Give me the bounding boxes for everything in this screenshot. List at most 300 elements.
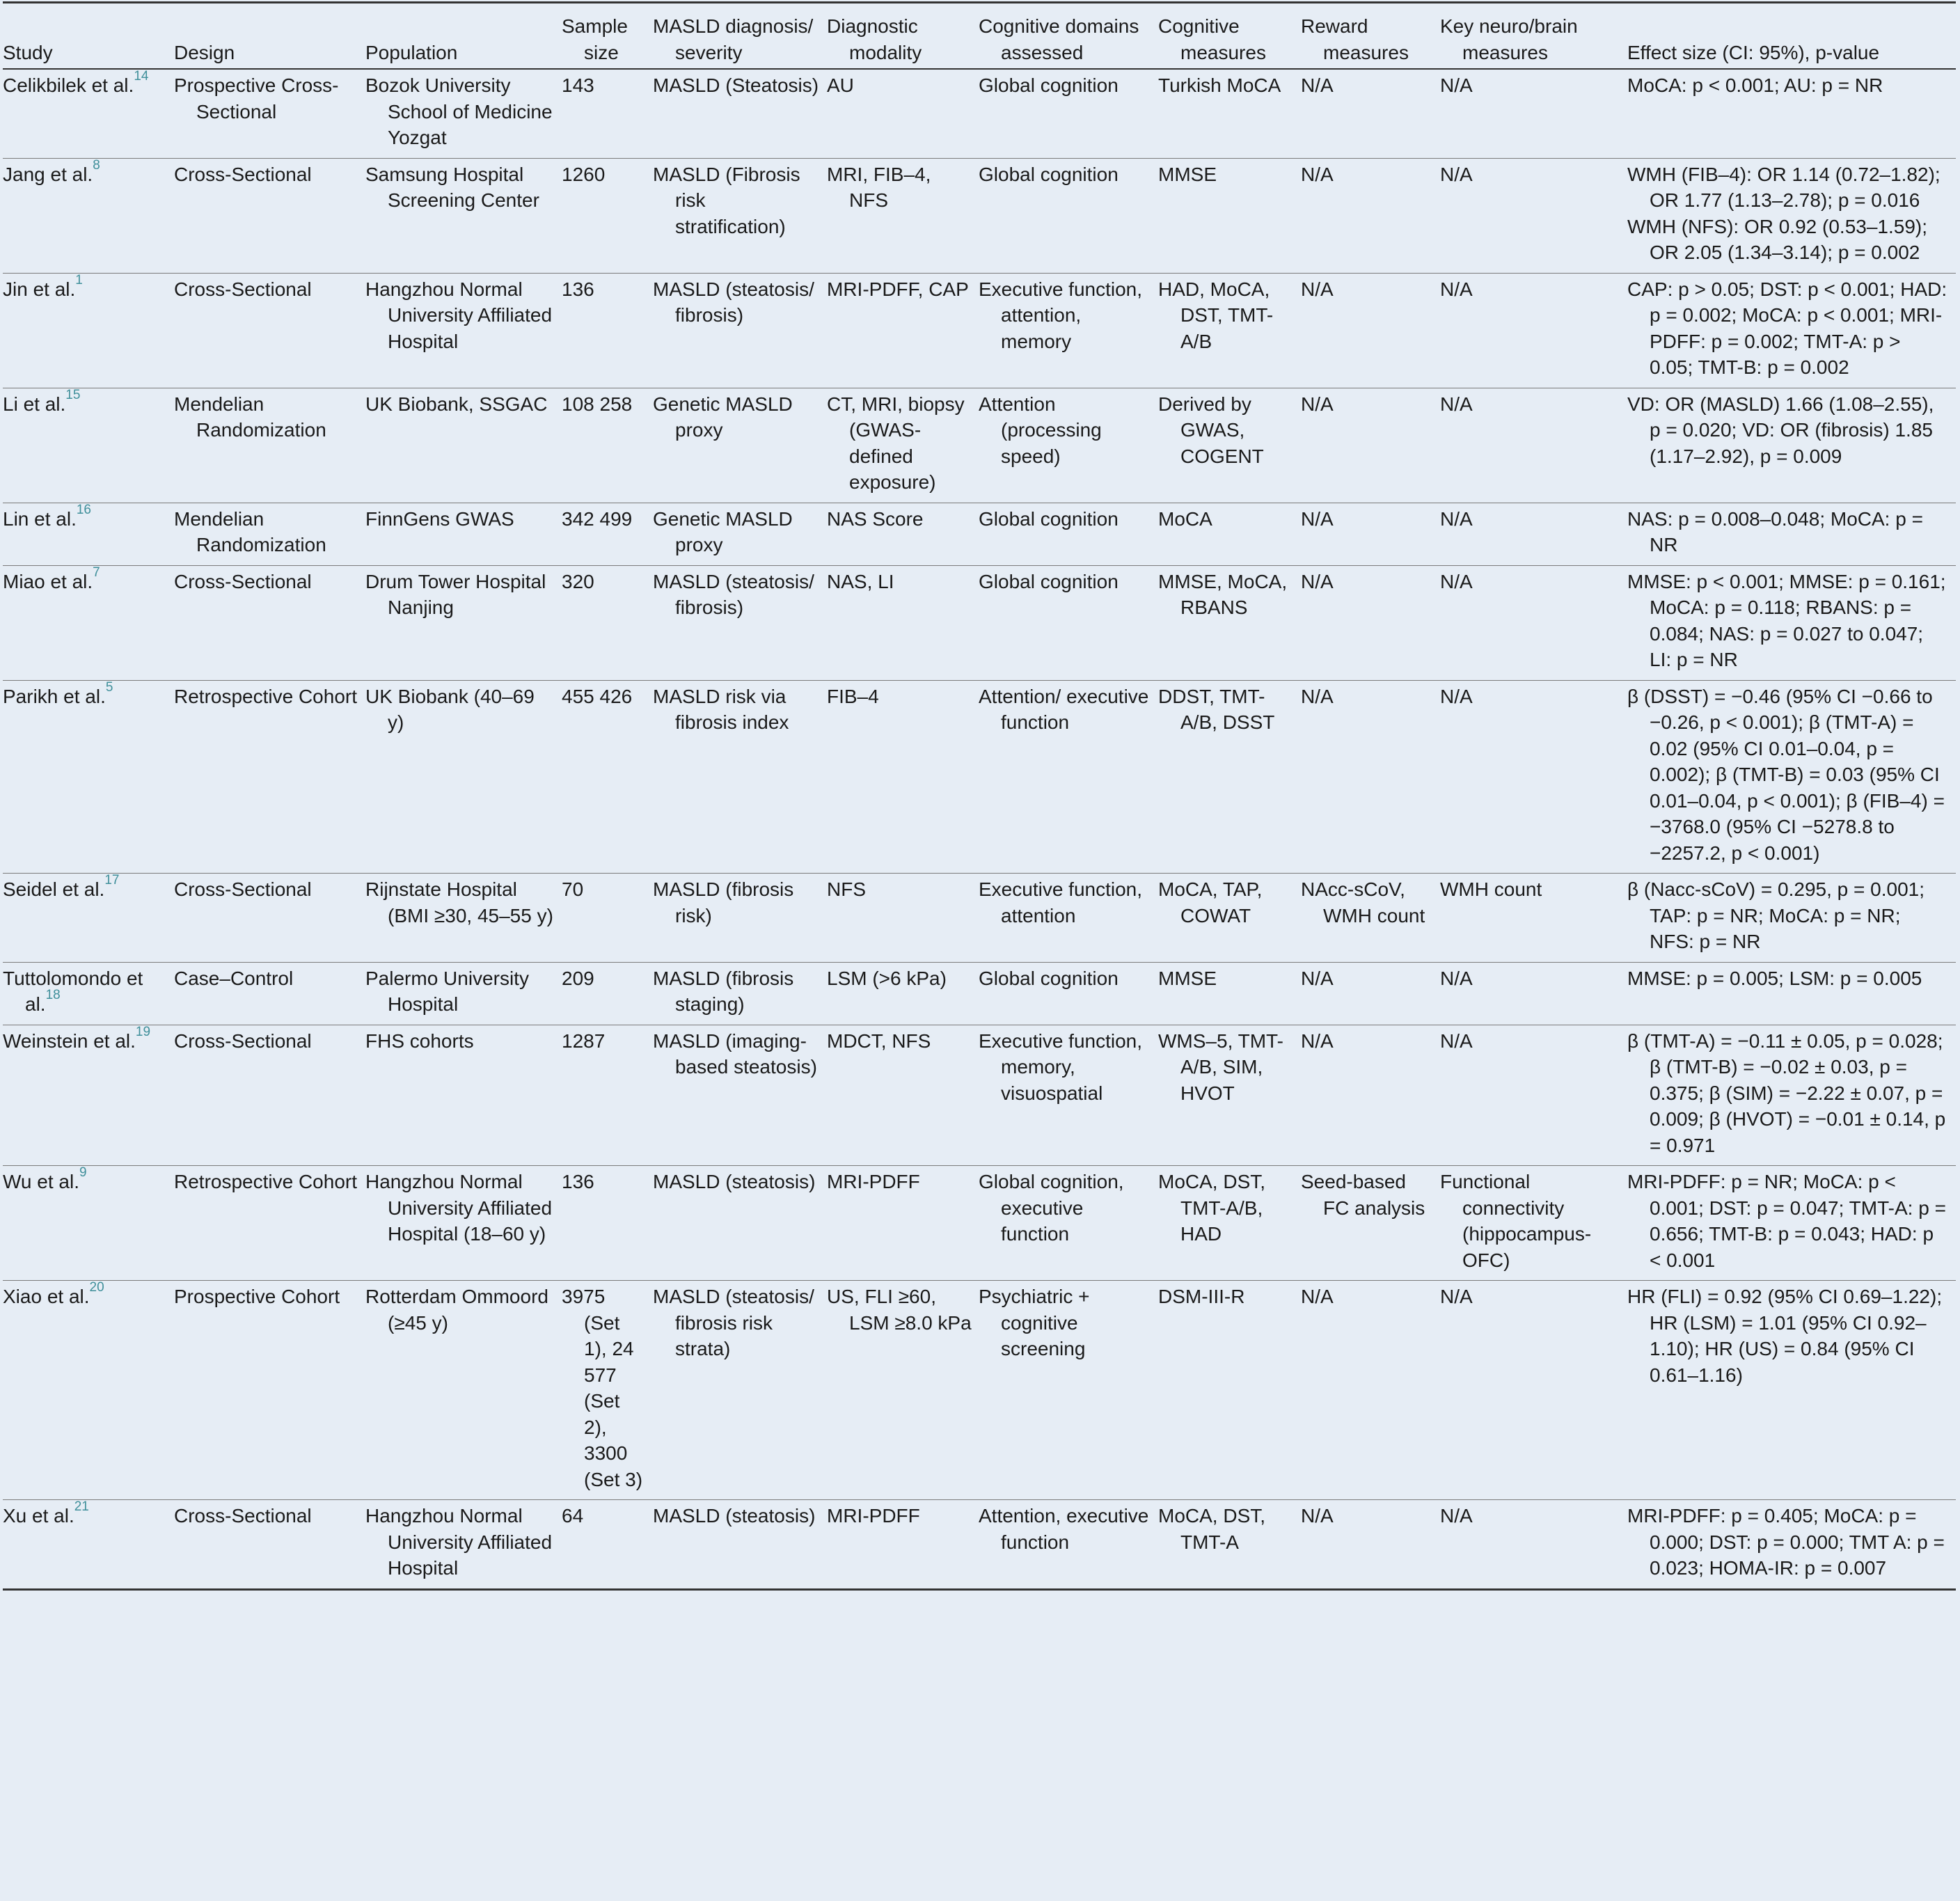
table-row <box>3 503 1956 565</box>
cell-modality-text: MRI-PDFF <box>827 1505 920 1527</box>
cell-measures <box>1158 1500 1301 1590</box>
cell-population-text: Palermo University Hospital <box>365 967 529 1015</box>
cell-measures <box>1158 273 1301 388</box>
cell-design <box>174 962 365 1025</box>
cell-study <box>3 273 174 388</box>
study-name: Miao et al. <box>3 570 93 592</box>
cell-population <box>365 388 562 503</box>
cell-population-text: Rijnstate Hospital (BMI ≥30, 45–55 y) <box>365 878 553 926</box>
cell-design <box>174 1166 365 1281</box>
cell-population-text: Hangzhou Normal University Affiliated Hospital <box>365 278 553 352</box>
cell-measures-text: MoCA, TAP, COWAT <box>1158 878 1263 926</box>
cell-domains <box>979 874 1158 963</box>
cell-diagnosis-text: MASLD (Fibrosis risk stratification) <box>653 163 800 237</box>
cell-diagnosis <box>653 1500 827 1590</box>
reference-link[interactable]: 17 <box>104 873 120 888</box>
cell-neuro-text: Functional connectivity (hippocampus-OFC) <box>1440 1171 1592 1271</box>
cell-population <box>365 273 562 388</box>
study-name: Jang et al. <box>3 163 93 185</box>
table-row <box>3 1025 1956 1166</box>
cell-reward <box>1301 1025 1440 1166</box>
cell-effect-size <box>1627 874 1956 963</box>
cell-reward-text: N/A <box>1301 570 1334 592</box>
cell-reward <box>1301 388 1440 503</box>
cell-effect-size <box>1627 962 1956 1025</box>
cell-domains-text: Attention/ executive function <box>979 685 1149 733</box>
cell-diagnosis-text: MASLD (steatosis/ fibrosis) <box>653 570 814 618</box>
cell-measures-text: MoCA, DST, TMT-A <box>1158 1505 1266 1553</box>
cell-measures <box>1158 158 1301 273</box>
study-name: Wu et al. <box>3 1171 79 1192</box>
cell-sample-size-text: 209 <box>562 967 594 989</box>
cell-measures <box>1158 565 1301 680</box>
cell-reward <box>1301 565 1440 680</box>
cell-design-text: Cross-Sectional <box>174 570 312 592</box>
effect-size-text: MMSE: p < 0.001; MMSE: p = 0.161; MoCA: p = 0.118; RBANS: p = 0.084; NAS: p = 0.027 to 0.047; LI: p = NR <box>1627 570 1946 670</box>
table-row <box>3 273 1956 388</box>
cell-diagnosis <box>653 1281 827 1500</box>
cell-study <box>3 1166 174 1281</box>
cell-modality <box>827 388 979 503</box>
cell-domains <box>979 158 1158 273</box>
cell-population-text: FHS cohorts <box>365 1030 474 1052</box>
cell-reward-text: N/A <box>1301 967 1334 989</box>
effect-size-text: HR (FLI) = 0.92 (95% CI 0.69–1.22); HR (LSM) = 1.01 (95% CI 0.92–1.10); HR (US) = 0.84 (95% CI 0.61–1.16) <box>1627 1286 1943 1386</box>
header-reward-measures: Reward measures <box>1301 15 1409 63</box>
cell-neuro-text: N/A <box>1440 74 1473 96</box>
cell-measures <box>1158 69 1301 158</box>
cell-domains-text: Global cognition <box>979 570 1119 592</box>
cell-neuro <box>1440 273 1627 388</box>
cell-neuro-text: N/A <box>1440 570 1473 592</box>
cell-measures <box>1158 503 1301 565</box>
cell-population <box>365 680 562 874</box>
cell-diagnosis-text: MASLD (imaging-based steatosis) <box>653 1030 817 1078</box>
cell-modality <box>827 1281 979 1500</box>
cell-domains <box>979 69 1158 158</box>
cell-domains <box>979 273 1158 388</box>
cell-population <box>365 503 562 565</box>
cell-modality <box>827 1025 979 1166</box>
cell-population <box>365 1281 562 1500</box>
cell-measures <box>1158 1166 1301 1281</box>
cell-study <box>3 158 174 273</box>
cell-measures <box>1158 1025 1301 1166</box>
cell-modality <box>827 503 979 565</box>
cell-measures-text: WMS–5, TMT-A/B, SIM, HVOT <box>1158 1030 1283 1104</box>
cell-measures <box>1158 874 1301 963</box>
cell-design-text: Mendelian Randomization <box>174 393 326 441</box>
cell-study <box>3 1500 174 1590</box>
header-study: Study <box>3 41 53 63</box>
cell-reward-text: N/A <box>1301 278 1334 300</box>
effect-size-text: MRI-PDFF: p = 0.405; MoCA: p = 0.000; DST: p = 0.000; TMT A: p = 0.023; HOMA-IR: p = 0.007 <box>1627 1505 1945 1579</box>
cell-design <box>174 158 365 273</box>
cell-diagnosis <box>653 680 827 874</box>
cell-measures-text: MMSE <box>1158 163 1217 185</box>
header-effect-size: Effect size (CI: 95%), p-value <box>1627 41 1880 63</box>
cell-neuro-text: N/A <box>1440 393 1473 415</box>
effect-size-text: NAS: p = 0.008–0.048; MoCA: p = NR <box>1627 507 1923 555</box>
cell-design <box>174 503 365 565</box>
cell-sample-size <box>562 1025 653 1166</box>
cell-population <box>365 565 562 680</box>
cell-study <box>3 680 174 874</box>
cell-modality-text: LSM (>6 kPa) <box>827 967 947 989</box>
cell-sample-size-text: 136 <box>562 1171 594 1192</box>
cell-population <box>365 158 562 273</box>
effect-size-text: MoCA: p < 0.001; AU: p = NR <box>1627 74 1883 96</box>
cell-design <box>174 1025 365 1166</box>
cell-reward-text: Seed-based FC analysis <box>1301 1171 1425 1219</box>
effect-size-text: WMH (NFS): OR 0.92 (0.53–1.59); OR 2.05 (1.34–3.14); p = 0.002 <box>1627 215 1928 263</box>
cell-neuro <box>1440 1500 1627 1590</box>
cell-population <box>365 1166 562 1281</box>
cell-effect-size <box>1627 1025 1956 1166</box>
cell-domains-text: Executive function, memory, visuospatial <box>979 1030 1143 1104</box>
table-row <box>3 680 1956 874</box>
cell-neuro-text: N/A <box>1440 1030 1473 1052</box>
reference-link[interactable]: 9 <box>79 1165 87 1180</box>
reference-link[interactable]: 16 <box>76 502 91 517</box>
cell-modality-text: MRI-PDFF, CAP <box>827 278 969 300</box>
header-diagnostic-modality: Diagnostic modality <box>827 15 922 63</box>
cell-modality <box>827 565 979 680</box>
cell-study <box>3 1281 174 1500</box>
cell-reward <box>1301 158 1440 273</box>
cell-measures-text: Turkish MoCA <box>1158 74 1281 96</box>
study-name: Lin et al. <box>3 507 77 530</box>
cell-diagnosis-text: Genetic MASLD proxy <box>653 507 793 555</box>
cell-population-text: Bozok University School of Medicine Yozgat <box>365 74 553 148</box>
cell-modality <box>827 874 979 963</box>
cell-population-text: Drum Tower Hospital Nanjing <box>365 570 546 618</box>
effect-size-text: CAP: p > 0.05; DST: p < 0.001; HAD: p = 0.002; MoCA: p < 0.001; MRI-PDFF: p = 0.002; TMT-A: p > 0.05; TMT-B: p = 0.002 <box>1627 278 1947 378</box>
cell-design <box>174 680 365 874</box>
cell-neuro-text: N/A <box>1440 967 1473 989</box>
cell-population-text: Hangzhou Normal University Affiliated Hospital (18–60 y) <box>365 1171 553 1245</box>
cell-domains <box>979 388 1158 503</box>
cell-neuro-text: WMH count <box>1440 878 1542 900</box>
cell-modality <box>827 1166 979 1281</box>
cell-design-text: Retrospective Cohort <box>174 1171 358 1192</box>
cell-population-text: FinnGens GWAS <box>365 507 514 530</box>
cell-design-text: Mendelian Randomization <box>174 507 326 555</box>
study-summary-table <box>3 1 1956 1591</box>
cell-sample-size <box>562 565 653 680</box>
cell-measures-text: HAD, MoCA, DST, TMT-A/B <box>1158 278 1274 352</box>
study-name: Xu et al. <box>3 1505 74 1527</box>
cell-domains-text: Global cognition, executive function <box>979 1171 1124 1245</box>
cell-reward-text: N/A <box>1301 393 1334 415</box>
cell-design-text: Cross-Sectional <box>174 163 312 185</box>
cell-modality <box>827 962 979 1025</box>
cell-sample-size-text: 1287 <box>562 1030 606 1052</box>
cell-diagnosis-text: MASLD (steatosis/ fibrosis risk strata) <box>653 1286 814 1359</box>
cell-neuro <box>1440 962 1627 1025</box>
table-row <box>3 1166 1956 1281</box>
cell-study <box>3 69 174 158</box>
cell-sample-size <box>562 680 653 874</box>
cell-population-text: UK Biobank, SSGAC <box>365 393 548 415</box>
cell-measures <box>1158 680 1301 874</box>
cell-neuro <box>1440 1281 1627 1500</box>
cell-population <box>365 69 562 158</box>
cell-effect-size <box>1627 69 1956 158</box>
cell-population <box>365 874 562 963</box>
cell-reward-text: N/A <box>1301 1030 1334 1052</box>
cell-diagnosis-text: MASLD (fibrosis risk) <box>653 878 794 926</box>
cell-study <box>3 388 174 503</box>
cell-design-text: Case–Control <box>174 967 294 989</box>
cell-sample-size <box>562 69 653 158</box>
effect-size-text: MRI-PDFF: p = NR; MoCA: p < 0.001; DST: p = 0.047; TMT-A: p = 0.656; TMT-B: p = 0.043; HAD: p < 0.001 <box>1627 1171 1946 1271</box>
cell-diagnosis-text: MASLD risk via fibrosis index <box>653 685 789 733</box>
cell-neuro <box>1440 874 1627 963</box>
cell-design-text: Prospective Cohort <box>174 1286 340 1307</box>
cell-diagnosis <box>653 874 827 963</box>
cell-sample-size-text: 320 <box>562 570 594 592</box>
cell-modality <box>827 158 979 273</box>
cell-modality <box>827 1500 979 1590</box>
study-name: Jin et al. <box>3 278 76 300</box>
cell-sample-size-text: 455 426 <box>562 685 633 707</box>
reference-link[interactable]: 18 <box>45 988 61 1002</box>
study-name: Celikbilek et al. <box>3 74 134 96</box>
cell-modality-text: MRI-PDFF <box>827 1171 920 1192</box>
cell-study <box>3 1025 174 1166</box>
cell-diagnosis <box>653 1025 827 1166</box>
cell-neuro-text: N/A <box>1440 278 1473 300</box>
reference-link[interactable]: 19 <box>135 1024 151 1039</box>
cell-modality-text: MDCT, NFS <box>827 1030 931 1052</box>
header-masld-diagnosis: MASLD diagnosis/ severity <box>653 15 814 63</box>
cell-domains <box>979 1025 1158 1166</box>
cell-design-text: Cross-Sectional <box>174 1505 312 1527</box>
cell-diagnosis-text: MASLD (steatosis) <box>653 1171 816 1192</box>
cell-design <box>174 1281 365 1500</box>
cell-design <box>174 874 365 963</box>
cell-sample-size <box>562 1166 653 1281</box>
cell-effect-size <box>1627 1500 1956 1590</box>
cell-neuro <box>1440 503 1627 565</box>
cell-reward-text: NAcc-sCoV, WMH count <box>1301 878 1425 926</box>
reference-link[interactable]: 20 <box>89 1280 104 1295</box>
cell-domains-text: Global cognition <box>979 163 1119 185</box>
table-row <box>3 388 1956 503</box>
cell-sample-size-text: 108 258 <box>562 393 633 415</box>
header-population: Population <box>365 41 458 63</box>
cell-effect-size <box>1627 158 1956 273</box>
reference-link[interactable]: 8 <box>93 157 100 173</box>
cell-reward <box>1301 1281 1440 1500</box>
cell-reward <box>1301 1166 1440 1281</box>
cell-reward <box>1301 69 1440 158</box>
cell-measures-text: Derived by GWAS, COGENT <box>1158 393 1264 467</box>
cell-study <box>3 874 174 963</box>
cell-modality-text: FIB–4 <box>827 685 879 707</box>
cell-diagnosis-text: MASLD (steatosis) <box>653 1505 816 1527</box>
table-header-row <box>3 3 1956 70</box>
cell-modality <box>827 273 979 388</box>
reference-link[interactable]: 7 <box>93 565 100 580</box>
effect-size-text: β (Nacc-sCoV) = 0.295, p = 0.001; TAP: p = NR; MoCA: p = NR; NFS: p = NR <box>1627 878 1925 952</box>
cell-domains-text: Global cognition <box>979 507 1119 530</box>
cell-effect-size <box>1627 388 1956 503</box>
cell-effect-size <box>1627 1166 1956 1281</box>
cell-sample-size <box>562 962 653 1025</box>
cell-modality <box>827 69 979 158</box>
header-design: Design <box>174 41 235 63</box>
cell-reward <box>1301 680 1440 874</box>
cell-effect-size <box>1627 680 1956 874</box>
cell-diagnosis <box>653 1166 827 1281</box>
cell-neuro <box>1440 680 1627 874</box>
cell-domains-text: Executive function, attention, memory <box>979 278 1143 352</box>
cell-neuro-text: N/A <box>1440 1286 1473 1307</box>
cell-population <box>365 962 562 1025</box>
cell-sample-size <box>562 158 653 273</box>
cell-sample-size-text: 143 <box>562 74 594 96</box>
header-cognitive-measures: Cognitive measures <box>1158 15 1266 63</box>
study-name: Parikh et al. <box>3 685 106 707</box>
cell-reward <box>1301 962 1440 1025</box>
cell-reward-text: N/A <box>1301 74 1334 96</box>
table-row <box>3 874 1956 963</box>
cell-diagnosis <box>653 565 827 680</box>
cell-reward-text: N/A <box>1301 1505 1334 1527</box>
effect-size-text: β (TMT-A) = −0.11 ± 0.05, p = 0.028; β (TMT-B) = −0.02 ± 0.03, p = 0.375; β (SIM) = −2.22 ± 0.07, p = 0.009; β (HVOT) = −0.01 ± 0.14, p = 0.971 <box>1627 1030 1946 1156</box>
cell-sample-size-text: 1260 <box>562 163 606 185</box>
table-row <box>3 962 1956 1025</box>
cell-design <box>174 565 365 680</box>
cell-population-text: UK Biobank (40–69 y) <box>365 685 535 733</box>
cell-domains <box>979 503 1158 565</box>
cell-neuro-text: N/A <box>1440 685 1473 707</box>
cell-modality-text: NFS <box>827 878 866 900</box>
table-row <box>3 565 1956 680</box>
cell-neuro <box>1440 1025 1627 1166</box>
cell-diagnosis <box>653 69 827 158</box>
cell-reward-text: N/A <box>1301 685 1334 707</box>
cell-modality-text: AU <box>827 74 854 96</box>
cell-diagnosis <box>653 962 827 1025</box>
cell-domains <box>979 565 1158 680</box>
reference-link[interactable]: 5 <box>105 679 113 695</box>
cell-measures-text: MoCA, DST, TMT-A/B, HAD <box>1158 1171 1266 1245</box>
effect-size-text: VD: OR (MASLD) 1.66 (1.08–2.55), p = 0.020; VD: OR (fibrosis) 1.85 (1.17–2.92), p = 0.009 <box>1627 393 1934 467</box>
cell-design-text: Cross-Sectional <box>174 278 312 300</box>
reference-link[interactable]: 15 <box>65 387 81 402</box>
cell-domains <box>979 1166 1158 1281</box>
cell-effect-size <box>1627 1281 1956 1500</box>
cell-reward-text: N/A <box>1301 1286 1334 1307</box>
cell-measures-text: MoCA <box>1158 507 1212 530</box>
cell-neuro-text: N/A <box>1440 163 1473 185</box>
study-name: Tuttolomondo et al. <box>3 967 143 1015</box>
cell-sample-size-text: 3975 (Set 1), 24 577 (Set 2), 3300 (Set 3) <box>562 1286 643 1490</box>
cell-sample-size-text: 64 <box>562 1505 584 1527</box>
cell-population-text: Rotterdam Ommoord (≥45 y) <box>365 1286 548 1334</box>
cell-measures <box>1158 1281 1301 1500</box>
cell-modality-text: NAS, LI <box>827 570 894 592</box>
cell-diagnosis-text: MASLD (Steatosis) <box>653 74 819 96</box>
cell-reward <box>1301 503 1440 565</box>
cell-measures-text: DDST, TMT-A/B, DSST <box>1158 685 1275 733</box>
cell-sample-size <box>562 1500 653 1590</box>
table-row <box>3 1500 1956 1590</box>
cell-reward-text: N/A <box>1301 507 1334 530</box>
cell-neuro <box>1440 158 1627 273</box>
cell-design-text: Cross-Sectional <box>174 1030 312 1052</box>
cell-design <box>174 388 365 503</box>
cell-neuro <box>1440 1166 1627 1281</box>
table-row <box>3 69 1956 158</box>
cell-sample-size <box>562 503 653 565</box>
cell-sample-size <box>562 388 653 503</box>
cell-modality <box>827 680 979 874</box>
cell-sample-size <box>562 273 653 388</box>
effect-size-text: MMSE: p = 0.005; LSM: p = 0.005 <box>1627 967 1922 989</box>
cell-sample-size <box>562 874 653 963</box>
cell-diagnosis-text: Genetic MASLD proxy <box>653 393 793 441</box>
cell-measures-text: DSM-III-R <box>1158 1286 1245 1307</box>
cell-modality-text: US, FLI ≥60, LSM ≥8.0 kPa <box>827 1286 972 1334</box>
cell-study <box>3 503 174 565</box>
table-row <box>3 1281 1956 1500</box>
cell-domains <box>979 962 1158 1025</box>
header-neuro-measures: Key neuro/brain measures <box>1440 15 1578 63</box>
cell-diagnosis-text: MASLD (steatosis/ fibrosis) <box>653 278 814 326</box>
cell-domains <box>979 1281 1158 1500</box>
cell-domains <box>979 680 1158 874</box>
cell-neuro <box>1440 69 1627 158</box>
effect-size-text: β (DSST) = −0.46 (95% CI −0.66 to −0.26, p < 0.001); β (TMT-A) = 0.02 (95% CI 0.01–0.04, p = 0.002); β (TMT-B) = 0.03 (95% CI 0.01–0.04, p < 0.001); β (FIB–4) = −3768.0 (95% CI −5278.8 to −2257.2, p < 0.001) <box>1627 685 1945 864</box>
reference-link[interactable]: 21 <box>74 1499 89 1514</box>
cell-population <box>365 1500 562 1590</box>
cell-diagnosis <box>653 273 827 388</box>
cell-design <box>174 1500 365 1590</box>
cell-effect-size <box>1627 273 1956 388</box>
cell-design-text: Cross-Sectional <box>174 878 312 900</box>
cell-sample-size-text: 70 <box>562 878 584 900</box>
reference-link[interactable]: 1 <box>75 272 83 287</box>
header-cognitive-domains: Cognitive domains assessed <box>979 15 1139 63</box>
cell-neuro-text: N/A <box>1440 507 1473 530</box>
cell-design-text: Prospective Cross-Sectional <box>174 74 339 123</box>
cell-measures <box>1158 962 1301 1025</box>
study-name: Li et al. <box>3 393 66 415</box>
cell-domains-text: Attention (processing speed) <box>979 393 1102 467</box>
reference-link[interactable]: 14 <box>134 69 149 84</box>
cell-design-text: Retrospective Cohort <box>174 685 358 707</box>
cell-reward <box>1301 273 1440 388</box>
cell-measures-text: MMSE <box>1158 967 1217 989</box>
cell-effect-size <box>1627 565 1956 680</box>
cell-sample-size-text: 342 499 <box>562 507 633 530</box>
cell-reward-text: N/A <box>1301 163 1334 185</box>
cell-effect-size <box>1627 503 1956 565</box>
cell-diagnosis <box>653 503 827 565</box>
study-name: Xiao et al. <box>3 1286 90 1307</box>
cell-population <box>365 1025 562 1166</box>
cell-reward <box>1301 1500 1440 1590</box>
cell-domains-text: Global cognition <box>979 967 1119 989</box>
cell-sample-size-text: 136 <box>562 278 594 300</box>
cell-modality-text: CT, MRI, biopsy (GWAS-defined exposure) <box>827 393 965 493</box>
cell-measures-text: MMSE, MoCA, RBANS <box>1158 570 1288 618</box>
cell-design <box>174 69 365 158</box>
